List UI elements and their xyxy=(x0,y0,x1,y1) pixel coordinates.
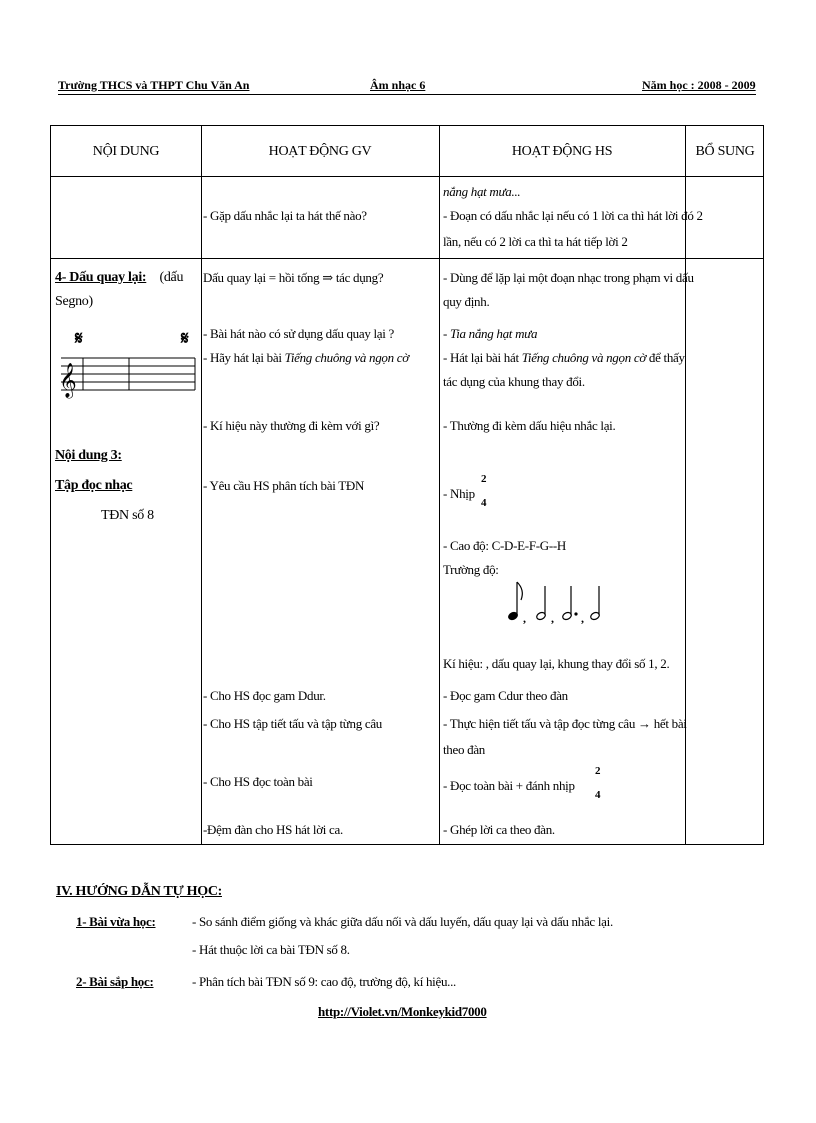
teacher-question-song: - Bài hát nào có sử dụng dấu quay lại ? xyxy=(203,326,395,341)
item2-text-a: - Phân tích bài TĐN số 9: cao độ, trường độ, kí hiệu... xyxy=(192,974,457,989)
student-answer-repeat-2: lần, nếu có 2 lời ca thì ta hát tiếp lời 2 xyxy=(443,234,628,249)
column-header-supplement: BỔ SUNG xyxy=(695,144,755,159)
content3-title: Nội dung 3: xyxy=(55,448,122,463)
student-song-fragment: nắng hạt mưa... xyxy=(443,184,521,199)
student-duration-label: Trường độ: xyxy=(443,562,499,577)
teacher-question-symbol: - Kí hiệu này thường đi kèm với gì? xyxy=(203,418,380,433)
student-scale: - Đọc gam Cdur theo đàn xyxy=(443,688,568,703)
teacher-request-analysis: - Yêu cầu HS phân tích bài TĐN xyxy=(203,478,365,493)
note-flag xyxy=(517,582,522,600)
note-durations-figure xyxy=(501,576,611,626)
teacher-accompany: -Đệm đàn cho HS hát lời ca. xyxy=(203,822,343,837)
student-time-signature: - Nhịp xyxy=(443,486,475,501)
content3-item: TĐN số 8 xyxy=(101,508,154,523)
separator-comma: , xyxy=(523,611,526,625)
lesson-table xyxy=(50,125,764,845)
segno-icon: 𝄋 xyxy=(75,328,83,349)
student-song-title: Tiếng chuông và ngọn cờ xyxy=(521,350,646,365)
item1-label: 1- Bài vừa học: xyxy=(76,914,156,929)
song-title: Tiếng chuông và ngọn cờ xyxy=(284,350,409,365)
header-row-divider xyxy=(51,176,763,177)
column-divider xyxy=(201,126,202,844)
student-sing-effect: tác dụng của khung thay đổi. xyxy=(443,374,585,389)
school-year: Năm học : 2008 - 2009 xyxy=(642,78,756,92)
student-sing-text: - Hát lại bài hát xyxy=(443,350,522,365)
student-answer-song: - Tia nắng hạt mưa xyxy=(443,326,538,341)
student-answer-segno-2: quy định. xyxy=(443,294,490,309)
student-symbols: Kí hiệu: , dấu quay lại, khung thay đổi số 1, 2. xyxy=(443,656,670,671)
student-answer-segno-1: - Dùng để lặp lại một đoạn nhạc trong phạm vi dấu xyxy=(443,270,694,285)
teacher-request-sing-text: - Hãy hát lại bài xyxy=(203,350,285,365)
student-answer-symbol: - Thường đi kèm dấu hiệu nhắc lại. xyxy=(443,418,616,433)
subject-name: Âm nhạc 6 xyxy=(370,78,426,92)
segno-staff-figure xyxy=(57,326,197,406)
section4-title xyxy=(55,270,183,286)
teacher-read-all: - Cho HS đọc toàn bài xyxy=(203,774,313,789)
time-signature-denominator-2: 4 xyxy=(595,789,601,801)
student-answer-repeat-1: - Đoạn có dấu nhắc lại nếu có 1 lời ca thì hát lời đó 2 xyxy=(443,208,703,223)
time-signature-numerator-2: 2 xyxy=(595,765,601,777)
treble-clef-icon: 𝄞 xyxy=(59,363,77,398)
item1-text-b: - Hát thuộc lời ca bài TĐN số 8. xyxy=(192,942,350,957)
student-lyrics: - Ghép lời ca theo đàn. xyxy=(443,822,555,837)
teacher-question-repeat: - Gặp dấu nhắc lại ta hát thế nào? xyxy=(203,208,367,223)
column-divider xyxy=(439,126,440,844)
note-dot xyxy=(574,612,577,615)
row-divider xyxy=(51,258,763,259)
student-sing-again xyxy=(443,350,685,366)
section4-note: (dấu xyxy=(159,270,184,285)
content3-subtitle: Tập đọc nhạc xyxy=(55,478,133,493)
time-signature-denominator: 4 xyxy=(481,497,487,509)
column-divider xyxy=(685,126,686,844)
school-name: Trường THCS và THPT Chu Văn An xyxy=(58,78,250,92)
student-read-all: - Đọc toàn bài + đánh nhịp xyxy=(443,778,575,793)
section4-note-2: Segno) xyxy=(55,294,93,309)
item2-label: 2- Bài sắp học: xyxy=(76,974,154,989)
time-signature-numerator: 2 xyxy=(481,473,487,485)
teacher-scale: - Cho HS đọc gam Ddur. xyxy=(203,688,326,703)
student-rhythm-2: theo đàn xyxy=(443,742,486,757)
teacher-rhythm: - Cho HS tập tiết tấu và tập từng câu xyxy=(203,716,382,731)
self-study-heading: IV. HƯỚNG DẪN TỰ HỌC: xyxy=(56,884,222,899)
teacher-question-segno: Dấu quay lại = hồi tống ⇒ tác dụng? xyxy=(203,270,384,285)
header-divider xyxy=(58,94,756,95)
source-link[interactable]: http://Violet.vn/Monkeykid7000 xyxy=(318,1004,487,1019)
column-header-teacher: HOẠT ĐỘNG GV xyxy=(268,144,372,159)
section4-heading: 4- Dấu quay lại: xyxy=(55,270,147,285)
teacher-request-sing xyxy=(203,350,409,366)
separator-comma: , xyxy=(581,611,584,625)
student-pitch: - Cao độ: C-D-E-F-G--H xyxy=(443,538,567,553)
column-header-content: NỘI DUNG xyxy=(92,144,160,159)
column-header-student: HOẠT ĐỘNG HS xyxy=(511,144,613,159)
separator-comma: , xyxy=(551,611,554,625)
item1-text-a: - So sánh điểm giống và khác giữa dấu nối và dấu luyến, dấu quay lại và dấu nhắc lại. xyxy=(192,914,613,929)
segno-icon: 𝄋 xyxy=(181,328,189,349)
student-rhythm-1: - Thực hiện tiết tấu và tập đọc từng câu → hết bài xyxy=(443,716,687,731)
student-sing-purpose: để thấy xyxy=(645,350,685,365)
